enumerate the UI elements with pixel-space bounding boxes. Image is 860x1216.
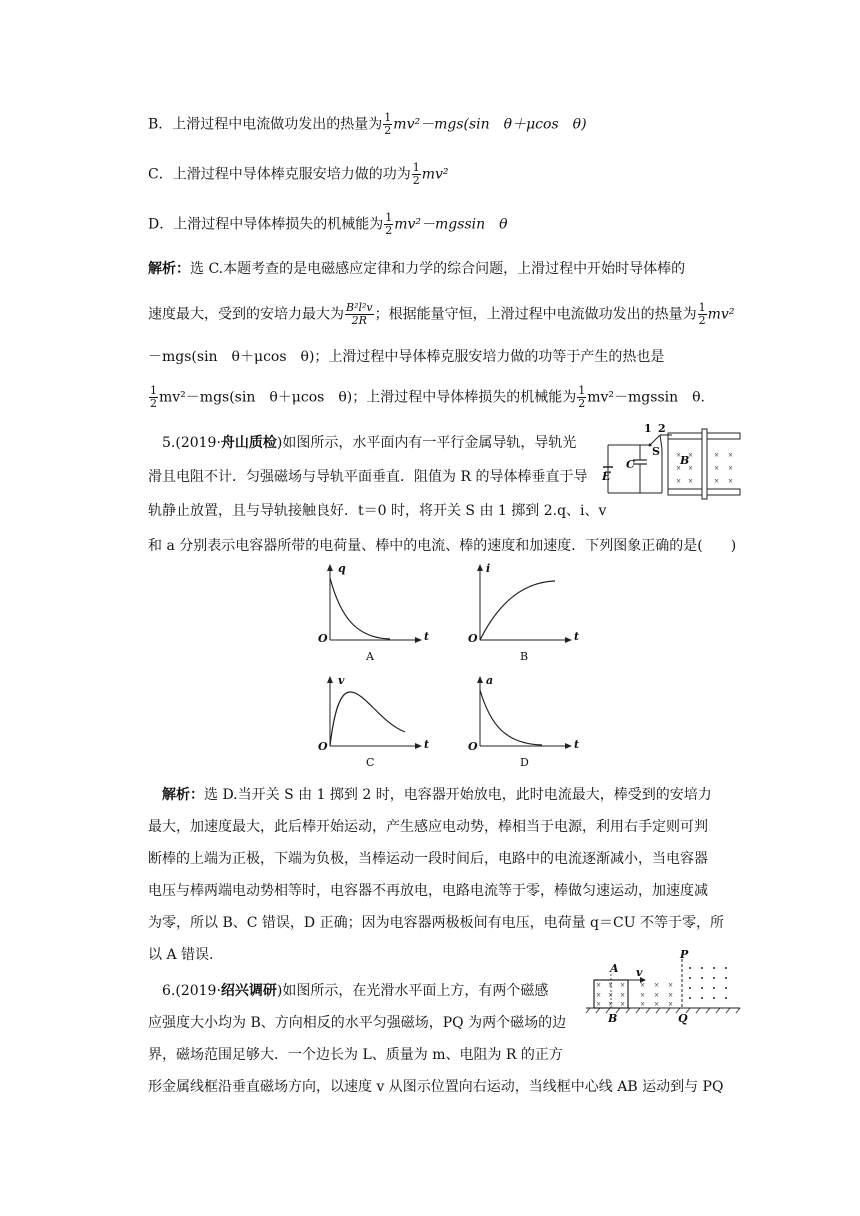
option-b (148, 112, 587, 137)
fraction: $\frac{1}{2}$ (150, 384, 157, 410)
svg-text:×: × (654, 999, 660, 1009)
option-d (148, 212, 508, 237)
circuit-label-e: E (602, 470, 611, 483)
analysis4-line3: －mgs(sin θ＋μcos θ)；上滑过程中导体棒克服安培力做的功等于产生的热也是 (148, 349, 665, 365)
q5-source: 舟山质检 (220, 435, 277, 451)
graph-b (460, 560, 580, 660)
graph-d-xlabel: t (574, 738, 580, 751)
fraction: $\frac{1}{2}$ (385, 211, 393, 237)
svg-text:×: × (654, 990, 660, 1000)
graph-c (310, 672, 430, 762)
svg-text:×: × (596, 980, 602, 990)
q6-line1: 6.(2019·绍兴调研)如图所示，在光滑水平面上方，有两个磁感 (162, 983, 549, 999)
analysis4-line4: $\frac{1}{2}$ mv²－mgs(sin θ＋μcos θ)；上滑过程中导体棒损失的机械能为 $\frac{1}{2}$ mv²－mgssin θ. (150, 384, 706, 410)
q5-line3: 轨静止放置，且与导轨接触良好．t＝0 时，将开关 S 由 1 掷到 2.q、i、v (148, 503, 607, 519)
svg-text:×: × (596, 990, 602, 1000)
svg-text:×: × (596, 999, 602, 1009)
svg-text:×: × (676, 476, 682, 486)
graph-d-ylabel: a (486, 674, 494, 687)
svg-text:×: × (676, 450, 682, 460)
circuit-diagram (600, 425, 745, 505)
circuit-label-s: S (652, 445, 660, 458)
q5-line1: 5.(2019·舟山质检)如图所示，水平面内有一平行金属导轨，导轨光 (162, 435, 577, 451)
fraction: $\frac{1}{2}$ (578, 384, 586, 410)
graph-a-ylabel: q (338, 562, 346, 575)
option-c-suffix: mv² (421, 166, 449, 183)
svg-text:×: × (668, 999, 674, 1009)
svg-text:×: × (728, 450, 734, 460)
svg-text:×: × (676, 463, 682, 473)
analysis-label: 解析： (148, 261, 190, 277)
option-c (148, 162, 449, 187)
analysis5-line1: 解析：选 D.当开关 S 由 1 掷到 2 时，电容器开始放电，此时电流最大，棒受到的安培力 (162, 787, 712, 803)
fraction: $\frac{1}{2}$ (412, 161, 420, 187)
svg-text:×: × (620, 990, 626, 1000)
fig6-label-q: Q (678, 1012, 688, 1025)
q6-line2: 应强度大小均为 B、方向相反的水平匀强磁场，PQ 为两个磁场的边 (148, 1015, 567, 1031)
graph-d-origin: O (468, 740, 478, 753)
graph-a-origin: O (318, 632, 328, 645)
graph-d-name: D (520, 756, 529, 769)
option-b-suffix: mv²－mgs(sin θ＋μcos θ) (393, 116, 587, 133)
svg-text:×: × (608, 990, 614, 1000)
graph-b-ylabel: i (486, 562, 491, 575)
graph-b-name: B (520, 650, 529, 663)
svg-text:×: × (620, 980, 626, 990)
svg-text:×: × (640, 999, 646, 1009)
svg-text:×: × (728, 476, 734, 486)
analysis5-line2: 最大，加速度最大，此后棒开始运动，产生感应电动势，棒相当于电源，利用右手定则可判 (148, 819, 708, 835)
circuit-label-2: 2 (658, 422, 666, 435)
fraction: $\frac{1}{2}$ (384, 111, 392, 137)
graph-b-origin: O (468, 632, 478, 645)
graph-a (310, 560, 430, 660)
analysis5-line4: 电压与棒两端电动势相等时，电容器不再放电，电路电流等于零，棒做匀速运动，加速度减 (148, 883, 708, 899)
fraction: $\frac{1}{2}$ (698, 301, 706, 327)
graph-c-origin: O (318, 740, 328, 753)
svg-text:×: × (714, 450, 720, 460)
graph-c-ylabel: v (338, 674, 345, 687)
option-d-prefix: D．上滑过程中导体棒损失的机械能为 (148, 216, 384, 233)
svg-text:×: × (640, 990, 646, 1000)
fig6-label-v: v (636, 966, 643, 979)
svg-text:×: × (688, 476, 694, 486)
q6-line3: 界，磁场范围足够大．一个边长为 L、质量为 m、电阻为 R 的正方 (148, 1047, 563, 1063)
graph-a-name: A (366, 650, 374, 663)
circuit-label-b: B (680, 454, 690, 467)
svg-text:×: × (714, 463, 720, 473)
analysis5-line5: 为零，所以 B、C 错误，D 正确；因为电容器两极板间有电压，电荷量 q＝CU 不等于零，所 (148, 915, 724, 931)
svg-text:×: × (640, 980, 646, 990)
svg-text:×: × (688, 450, 694, 460)
graph-a-xlabel: t (424, 630, 430, 643)
fig6-label-b: B (608, 1012, 618, 1025)
analysis-label: 解析： (162, 787, 204, 803)
q5-line2: 滑且电阻不计．匀强磁场与导轨平面垂直．阻值为 R 的导体棒垂直于导 (148, 469, 588, 485)
svg-text:×: × (714, 476, 720, 486)
svg-text:×: × (728, 463, 734, 473)
graph-c-xlabel: t (424, 738, 430, 751)
option-d-suffix: mv²－mgssin θ (394, 216, 508, 233)
graph-c-name: C (366, 756, 375, 769)
option-b-prefix: B．上滑过程中电流做功发出的热量为 (148, 116, 383, 133)
option-c-prefix: C．上滑过程中导体棒克服安培力做的功为 (148, 166, 411, 183)
analysis5-line6: 以 A 错误. (148, 947, 214, 963)
svg-text:×: × (668, 990, 674, 1000)
svg-text:×: × (620, 999, 626, 1009)
analysis4-line1: 解析：选 C.本题考查的是电磁感应定律和力学的综合问题，上滑过程中开始时导体棒的 (148, 261, 686, 277)
circuit-label-c: C (626, 458, 635, 471)
analysis5-line3: 断棒的上端为正极，下端为负极，当棒运动一段时间后，电路中的电流逐渐减小，当电容器 (148, 851, 708, 867)
fig6-label-a: A (610, 962, 619, 975)
q6-source: 绍兴调研 (220, 983, 277, 999)
svg-text:×: × (654, 980, 660, 990)
svg-text:×: × (608, 980, 614, 990)
fraction: $\frac{\text{B²l²v}}{2R}$ (346, 301, 373, 327)
fig6-label-p: P (680, 948, 689, 961)
svg-text:×: × (608, 999, 614, 1009)
q5-line4: 和 a 分别表示电容器所带的电荷量、棒中的电流、棒的速度和加速度．下列图象正确的是( ) (148, 538, 737, 554)
svg-text:×: × (688, 463, 694, 473)
svg-text:×: × (668, 980, 674, 990)
q6-line4: 形金属线框沿垂直磁场方向，以速度 v 从图示位置向右运动，当线框中心线 AB 运动到与 PQ (148, 1079, 724, 1095)
graph-d (460, 672, 580, 762)
analysis4-line2: 速度最大，受到的安培力最大为 $\frac{\text{B²l²v}}{2R}$ ；根据能量守恒，上滑过程中电流做功发出的热量为 $\frac{1}{2}$ mv² (148, 301, 735, 327)
graph-b-xlabel: t (574, 630, 580, 643)
circuit-label-1: 1 (644, 422, 652, 435)
